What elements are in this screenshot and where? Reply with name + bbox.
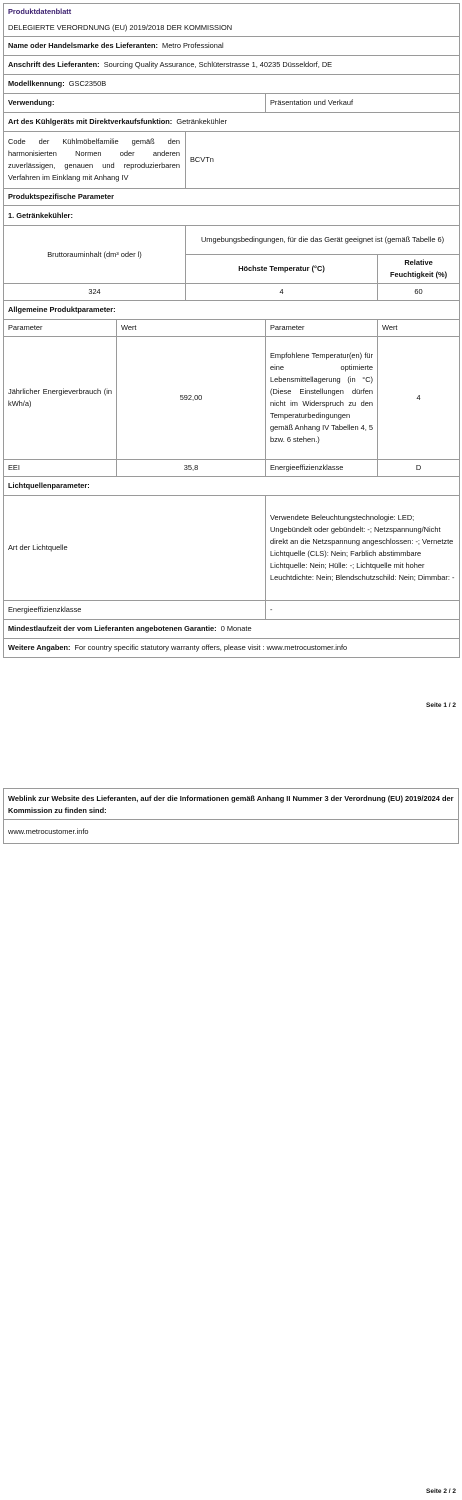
eei-value: 35,8 xyxy=(117,460,266,477)
supplier-address-row xyxy=(4,56,460,75)
light-class-label: Energieeffizienzklasse xyxy=(4,601,266,620)
regulation-text: DELEGIERTE VERORDNUNG (EU) 2019/2018 DER KOMMISSION xyxy=(4,20,460,37)
annual-energy-value: 592,00 xyxy=(117,337,266,460)
light-params-heading: Lichtquellenparameter: xyxy=(4,477,460,496)
product-data-sheet xyxy=(3,3,460,658)
energy-class-value: D xyxy=(378,460,460,477)
further-info-value: For country specific statutory warranty offers, please visit : www.metrocustomer.info xyxy=(74,643,348,652)
conditions-header: Umgebungsbedingungen, für die das Gerät geeignet ist (gemäß Tabelle 6) xyxy=(186,226,460,255)
appliance-type-label: Art des Kühlgeräts mit Direktverkaufsfunktion: xyxy=(8,117,173,126)
volume-value: 324 xyxy=(4,284,186,301)
supplier-address-value: Sourcing Quality Assurance, Schlüterstrasse 1, 40235 Düsseldorf, DE xyxy=(103,60,333,69)
usage-label: Verwendung: xyxy=(4,94,266,113)
general-params-heading: Allgemeine Produktparameter: xyxy=(4,301,460,320)
humidity-header: Relative Feuchtigkeit (%) xyxy=(378,255,460,284)
eei-label: EEI xyxy=(4,460,117,477)
further-info-label: Weitere Angaben: xyxy=(8,643,71,652)
beverage-cooler-heading: 1. Getränkekühler: xyxy=(4,206,460,226)
recommended-temp-value: 4 xyxy=(378,337,460,460)
warranty-value: 0 Monate xyxy=(220,624,252,633)
warranty-row xyxy=(4,620,460,639)
col-value-header-right: Wert xyxy=(378,320,460,337)
family-code-label: Code der Kühlmöbelfamilie gemäß den harmonisierten Normen oder anderen zuverlässigen, genauen und reproduzierbaren Verfahren im Einklang mit Anhang IV xyxy=(4,132,186,189)
col-value-header-left: Wert xyxy=(117,320,266,337)
model-id-label: Modellkennung: xyxy=(8,79,65,88)
family-code-value: BCVTn xyxy=(186,132,460,189)
light-class-value: - xyxy=(266,601,460,620)
supplier-address-label: Anschrift des Lieferanten: xyxy=(8,60,100,69)
further-info-row xyxy=(4,639,460,658)
product-params-heading: Produktspezifische Parameter xyxy=(4,189,460,206)
appliance-type-row xyxy=(4,113,460,132)
col-param-header-right: Parameter xyxy=(266,320,378,337)
humidity-value: 60 xyxy=(378,284,460,301)
appliance-type-value: Getränkekühler xyxy=(176,117,227,126)
col-param-header-left: Parameter xyxy=(4,320,117,337)
page-title: Produktdatenblatt xyxy=(4,4,460,21)
model-id-row xyxy=(4,75,460,94)
weblink-value: www.metrocustomer.info xyxy=(4,820,459,844)
recommended-temp-label: Empfohlene Temperatur(en) für eine optimierte Lebensmittellagerung (in °C) (Diese Einstellungen dürfen nicht im Widerspruch zu den Temperaturbedingungen gemäß Anhang IV Tabellen 4, 5 bzw. 6 stehen.) xyxy=(266,337,378,460)
warranty-label: Mindestlaufzeit der vom Lieferanten angebotenen Garantie: xyxy=(8,624,217,633)
supplier-name-value: Metro Professional xyxy=(162,41,224,50)
usage-value: Präsentation und Verkauf xyxy=(266,94,460,113)
max-temp-header: Höchste Temperatur (°C) xyxy=(186,255,378,284)
weblink-table xyxy=(3,788,459,844)
weblink-label: Weblink zur Website des Lieferanten, auf der die Informationen gemäß Anhang II Nummer 3 der Verordnung (EU) 2019/2024 der Kommission zu finden sind: xyxy=(4,789,459,820)
page-number-1: Seite 1 / 2 xyxy=(426,702,456,709)
page-number-2: Seite 2 / 2 xyxy=(426,1488,456,1495)
max-temp-value: 4 xyxy=(186,284,378,301)
light-type-value: Verwendete Beleuchtungstechnologie: LED; Ungebündelt oder gebündelt: -; Netzspannung/Nicht direkt an die Netzspannung angeschlossen: -; Vernetzte Lichtquelle (CLS): Nein; Farblich abstimmbare Lichtquelle: Nein; Hülle: -; Lichtquelle mit hoher Leuchtdichte: Nein; Blendschutzschild: Nein; Dimmbar: - xyxy=(266,496,460,601)
energy-class-label: Energieeffizienzklasse xyxy=(266,460,378,477)
supplier-name-row xyxy=(4,37,460,56)
volume-header: Bruttorauminhalt (dm³ oder l) xyxy=(4,226,186,284)
annual-energy-label: Jährlicher Energieverbrauch (in kWh/a) xyxy=(4,337,117,460)
light-type-label: Art der Lichtquelle xyxy=(4,496,266,601)
model-id-value: GSC2350B xyxy=(68,79,107,88)
supplier-name-label: Name oder Handelsmarke des Lieferanten: xyxy=(8,41,158,50)
